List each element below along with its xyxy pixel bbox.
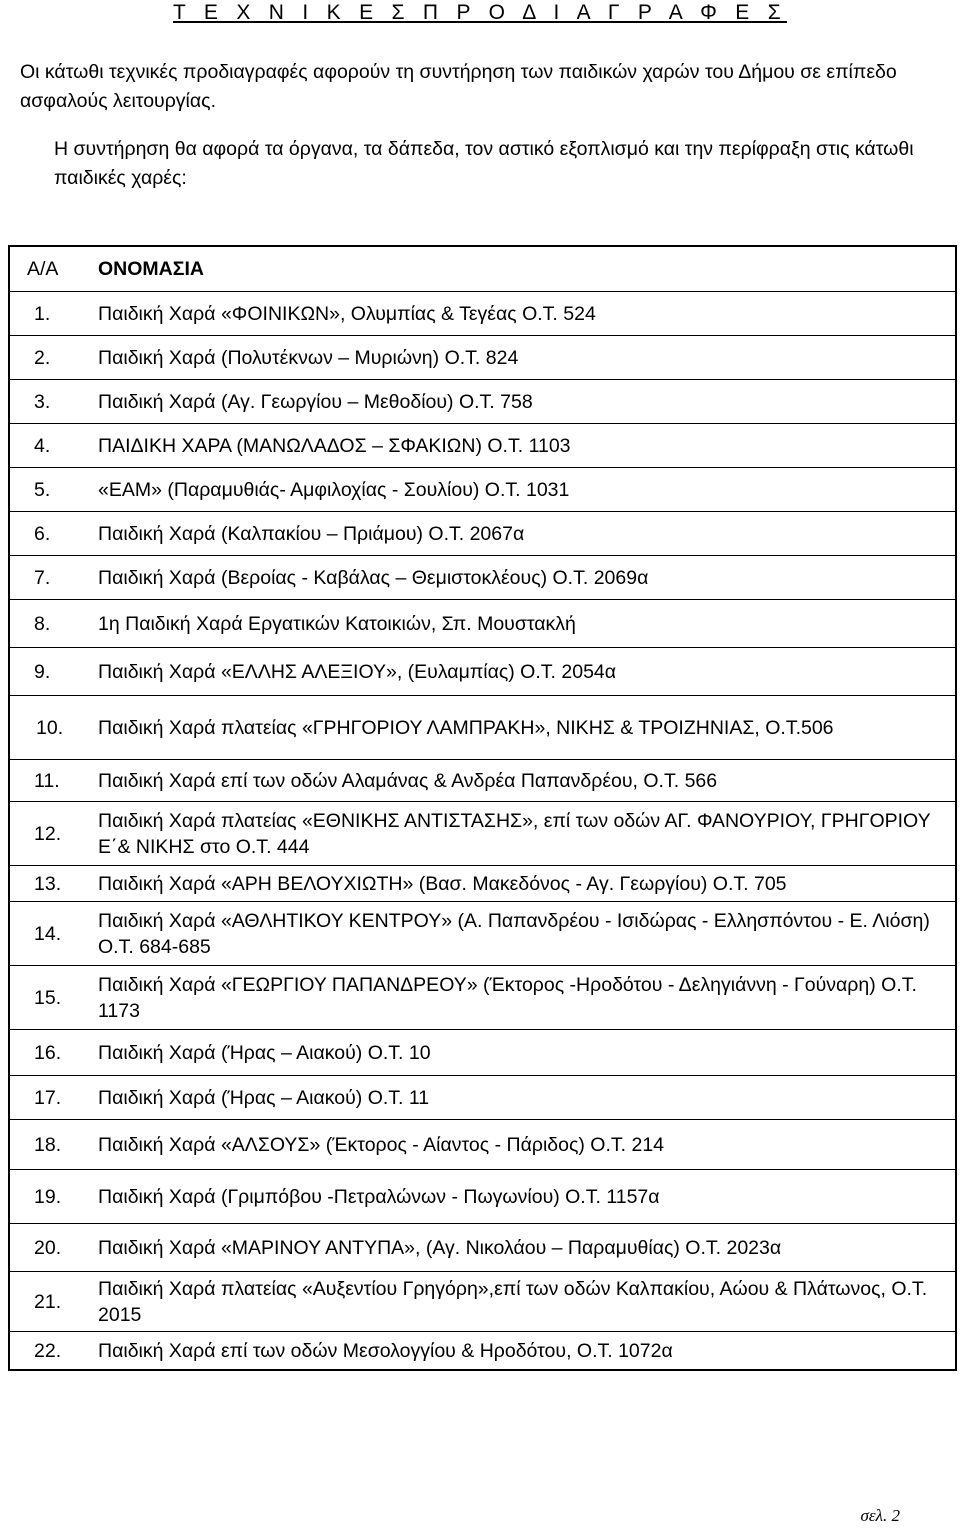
row-name: Παιδική Χαρά (Αγ. Γεωργίου – Μεθοδίου) Ο.Τ. 758 bbox=[98, 390, 533, 413]
page-number: σελ. 2 bbox=[860, 1506, 900, 1525]
row-name: Παιδική Χαρά πλατείας «ΕΘΝΙΚΗΣ ΑΝΤΙΣΤΑΣΗΣ», επί των οδών ΑΓ. ΦΑΝΟΥΡΙΟΥ, ΓΡΗΓΟΡΙΟΥ Ε΄& ΝΙΚΗΣ στο Ο.Τ. 444 bbox=[98, 809, 931, 858]
table-row bbox=[10, 1119, 955, 1169]
row-num: 2. bbox=[34, 346, 51, 369]
row-num: 7. bbox=[34, 566, 51, 589]
row-num: 11. bbox=[34, 769, 60, 792]
row-num: 13. bbox=[34, 872, 62, 895]
row-name: Παιδική Χαρά (Βεροίας - Καβάλας – Θεμιστοκλέους) Ο.Τ. 2069α bbox=[98, 566, 649, 589]
row-num: 20. bbox=[34, 1236, 62, 1259]
row-name: Παιδική Χαρά πλατείας «Αυξεντίου Γρηγόρη»,επί των οδών Καλπακίου, Αώου & Πλάτωνος, Ο.Τ. 2015 bbox=[98, 1277, 928, 1326]
row-name: 1η Παιδική Χαρά Εργατικών Κατοικιών, Σπ. Μουστακλή bbox=[98, 612, 576, 635]
table-row bbox=[10, 801, 955, 865]
row-name: Παιδική Χαρά (Πολυτέκνων – Μυριώνη) Ο.Τ. 824 bbox=[98, 346, 519, 369]
row-num: 14. bbox=[34, 922, 62, 945]
table-row bbox=[10, 865, 955, 901]
table-row bbox=[10, 379, 955, 423]
row-name: Παιδική Χαρά «ΜΑΡΙΝΟΥ ΑΝΤΥΠΑ», (Αγ. Νικολάου – Παραμυθίας) Ο.Τ. 2023α bbox=[98, 1236, 782, 1259]
header-num: Α/Α bbox=[27, 258, 59, 280]
row-name: Παιδική Χαρά πλατείας «ΓΡΗΓΟΡΙΟΥ ΛΑΜΠΡΑΚΗ», ΝΙΚΗΣ & ΤΡΟΙΖΗΝΙΑΣ, Ο.Τ.506 bbox=[98, 716, 834, 739]
row-num: 5. bbox=[34, 478, 51, 501]
intro-text bbox=[20, 58, 920, 193]
table-row bbox=[10, 467, 955, 511]
row-name: Παιδική Χαρά «ΕΛΛΗΣ ΑΛΕΞΙΟΥ», (Ευλαμπίας) Ο.Τ. 2054α bbox=[98, 660, 617, 683]
row-num: 22. bbox=[34, 1339, 62, 1362]
row-num: 17. bbox=[34, 1086, 62, 1109]
row-name: Παιδική Χαρά «ΑΛΣΟΥΣ» (Έκτορος - Αίαντος - Πάριδος) Ο.Τ. 214 bbox=[98, 1133, 665, 1156]
intro-paragraph-2: Η συντήρηση θα αφορά τα όργανα, τα δάπεδα, τον αστικό εξοπλισμό και την περίφραξη στις κάτωθι παιδικές χαρές: bbox=[54, 138, 914, 189]
table-row bbox=[10, 555, 955, 599]
table-row bbox=[10, 1169, 955, 1223]
table-row bbox=[10, 695, 955, 759]
row-num: 12. bbox=[34, 822, 62, 845]
table-row bbox=[10, 291, 955, 335]
row-name: Παιδική Χαρά επί των οδών Αλαμάνας & Ανδρέα Παπανδρέου, Ο.Τ. 566 bbox=[98, 769, 718, 792]
row-num: 9. bbox=[34, 660, 51, 683]
table-row bbox=[10, 335, 955, 379]
intro-paragraph-1: Οι κάτωθι τεχνικές προδιαγραφές αφορούν τη συντήρηση των παιδικών χαρών του Δήμου σε επίπεδο ασφαλούς λειτουργίας. bbox=[20, 61, 897, 112]
table-row bbox=[10, 599, 955, 647]
table-row bbox=[10, 1271, 955, 1331]
row-num: 18. bbox=[34, 1133, 62, 1156]
row-num: 10. bbox=[36, 716, 64, 739]
row-num: 15. bbox=[34, 986, 62, 1009]
row-num: 4. bbox=[34, 434, 51, 457]
row-name: Παιδική Χαρά «ΓΕΩΡΓΙΟΥ ΠΑΠΑΝΔΡΕΟΥ» (Έκτορος -Ηροδότου - Δεληγιάννη - Γούναρη) Ο.Τ. 1173 bbox=[98, 973, 917, 1022]
row-name: Παιδική Χαρά επί των οδών Μεσολογγίου & Ηροδότου, Ο.Τ. 1072α bbox=[98, 1339, 673, 1362]
table-row bbox=[10, 1029, 955, 1075]
table-header-row bbox=[10, 247, 955, 291]
row-num: 1. bbox=[34, 302, 51, 325]
table-row bbox=[10, 965, 955, 1029]
table-row bbox=[10, 759, 955, 801]
row-name: Παιδική Χαρά (Ήρας – Αιακού) Ο.Τ. 11 bbox=[98, 1086, 430, 1109]
row-num: 6. bbox=[34, 522, 51, 545]
table-row bbox=[10, 511, 955, 555]
table-row bbox=[10, 1223, 955, 1271]
row-name: Παιδική Χαρά «ΦΟΙΝΙΚΩΝ», Ολυμπίας & Τεγέας Ο.Τ. 524 bbox=[98, 302, 596, 325]
page-title: Τ Ε Χ Ν Ι Κ Ε Σ Π Ρ Ο Δ Ι Α Γ Ρ Α Φ Ε Σ bbox=[173, 1, 787, 24]
row-name: Παιδική Χαρά «ΑΘΛΗΤΙΚΟΥ ΚΕΝΤΡΟΥ» (Α. Παπανδρέου - Ισιδώρας - Ελλησπόντου - Ε. Λιόση) Ο.Τ. 684-685 bbox=[98, 909, 930, 958]
row-num: 3. bbox=[34, 390, 51, 413]
table-row bbox=[10, 647, 955, 695]
row-name: Παιδική Χαρά «ΑΡΗ ΒΕΛΟΥΧΙΩΤΗ» (Βασ. Μακεδόνος - Αγ. Γεωργίου) Ο.Τ. 705 bbox=[98, 872, 787, 895]
table-row bbox=[10, 1331, 955, 1369]
row-name: Παιδική Χαρά (Γριμπόβου -Πετραλώνων - Πωγωνίου) Ο.Τ. 1157α bbox=[98, 1185, 660, 1208]
table-row bbox=[10, 1075, 955, 1119]
table-row bbox=[10, 423, 955, 467]
row-num: 21. bbox=[34, 1290, 62, 1313]
row-name: «ΕΑΜ» (Παραμυθιάς- Αμφιλοχίας - Σουλίου) Ο.Τ. 1031 bbox=[98, 478, 570, 501]
row-name: ΠΑΙΔΙΚΗ ΧΑΡΑ (ΜΑΝΩΛΑΔΟΣ – ΣΦΑΚΙΩΝ) Ο.Τ. 1103 bbox=[98, 434, 571, 457]
row-name: Παιδική Χαρά (Καλπακίου – Πριάμου) Ο.Τ. 2067α bbox=[98, 522, 525, 545]
row-num: 8. bbox=[34, 612, 51, 635]
row-num: 16. bbox=[34, 1041, 62, 1064]
table-row bbox=[10, 901, 955, 965]
row-num: 19. bbox=[34, 1185, 62, 1208]
playgrounds-table bbox=[8, 245, 957, 1371]
row-name: Παιδική Χαρά (Ήρας – Αιακού) Ο.Τ. 10 bbox=[98, 1041, 431, 1064]
header-name: ΟΝΟΜΑΣΙΑ bbox=[98, 258, 204, 280]
